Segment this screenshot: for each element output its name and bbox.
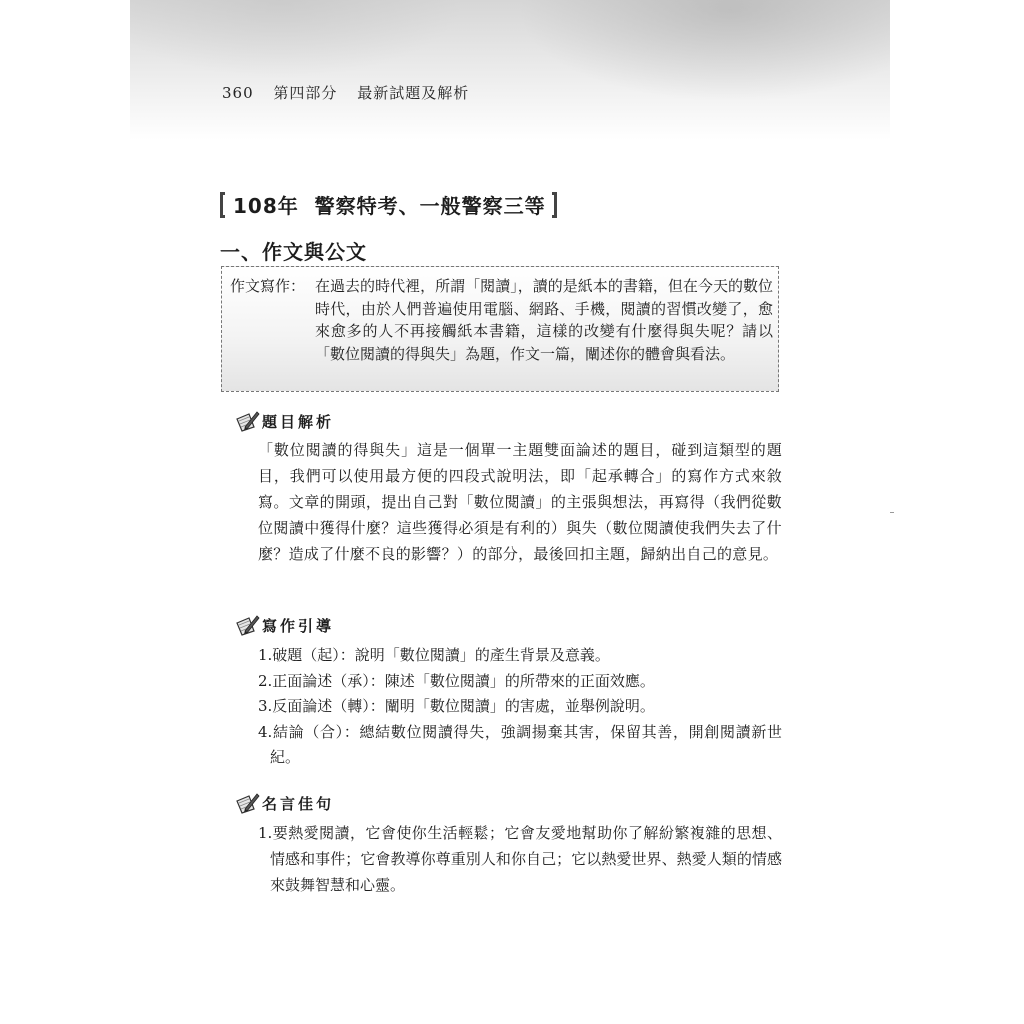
guide-heading-text: 寫作引導 [262,616,335,635]
list-item: 3.反面論述（轉）：闡明「數位閱讀」的害處，並舉例說明。 [258,697,655,715]
pen-paper-icon [234,410,260,432]
left-bracket [220,192,225,218]
exam-title-text: 108年 警察特考、一般警察三等 [233,194,546,218]
list-item: 4.結論（合）：總結數位閱讀得失，強調揚棄其害，保留其善，開創閱讀新世紀。 [258,722,782,766]
list-item: 1.要熱愛閱讀，它會使你生活輕鬆；它會友愛地幫助你了解紛繁複雜的思想、情感和事件；它會教導你尊重別人和你自己；它以熱愛世界、熱愛人類的情感來鼓舞智慧和心靈。 [258,824,782,894]
question-box [221,266,779,392]
list-item: 2.正面論述（承）：陳述「數位閱讀」的所帶來的正面效應。 [258,671,655,690]
guide-list [258,643,782,771]
header-band [130,0,890,140]
quotes-heading-text: 名言佳句 [262,794,335,813]
guide-heading [234,614,334,636]
running-header [222,82,483,103]
quotes-list [258,820,782,898]
part-title: 最新試題及解析 [357,84,470,102]
pen-paper-icon [234,792,260,814]
quotes-heading [234,792,334,814]
part-number: 第四部分 [273,84,338,102]
book-page [130,0,890,1024]
list-item: 1.破題（起）：說明「數位閱讀」的產生背景及意義。 [258,646,610,664]
exam-title [220,190,557,219]
analysis-heading-text: 題目解析 [262,412,335,431]
pen-paper-icon [234,614,260,636]
question-label: 作文寫作： [230,277,306,295]
section-heading: 一、作文與公文 [220,240,367,264]
right-bracket [552,192,557,218]
analysis-paragraph: 「數位閱讀的得與失」這是一個單一主題雙面論述的題目，碰到這類型的題目，我們可以使用最方便的四段式說明法，即「起承轉合」的寫作方式來敘寫。文章的開頭，提出自己對「數位閱讀」的主張與想法，再寫得（我們從數位閱讀中獲得什麼？這些獲得必須是有利的）與失（數位閱讀使我們失去了什麼？造成了什麼不良的影響？）的部分，最後回扣主題，歸納出自己的意見。 [258,441,782,563]
analysis-heading [234,410,334,432]
question-text: 在過去的時代裡，所謂「閱讀」，讀的是紙本的書籍，但在今天的數位時代，由於人們普遍使用電腦、網路、手機，閱讀的習慣改變了，愈來愈多的人不再接觸紙本書籍，這樣的改變有什麼得與失呢？請以「數位閱讀的得與失」為題，作文一篇，闡述你的體會與看法。 [315,277,773,363]
page-number: 360 [222,84,254,102]
